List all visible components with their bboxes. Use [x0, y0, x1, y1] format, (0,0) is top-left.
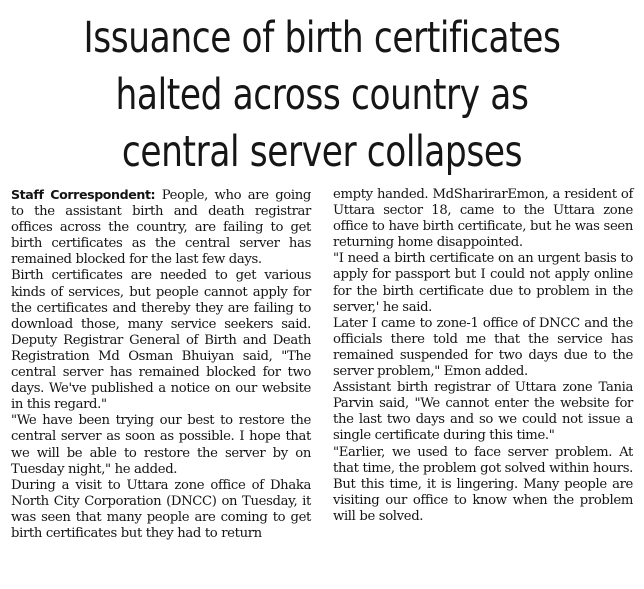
headline-line-1: Issuance of birth certificates [83, 13, 561, 63]
lead-text: People, who are going to the assistant birth and death registrar offices across the country, are failing to get birth certificates as the central server has remained blocked for the last few days. [11, 188, 311, 268]
headline [64, 10, 579, 181]
article-paragraph: Later I came to zone-1 office of DNCC and the officials there told me that the service has remained suspended for two days due to the server problem," Emon added. [333, 315, 633, 380]
headline-line-2: halted across country as [115, 70, 529, 120]
article-paragraph: "We have been trying our best to restore the central server as soon as possible. I hope that we will be able to restore the server by on Tuesday night," he added. [11, 413, 311, 477]
article-paragraph: Birth certificates are needed to get various kinds of services, but people cannot apply for the certificates and thereby they are failing to download those, many service seekers said. Deputy Registrar General of Birth and Death Registration Md Osman Bhuiyan said, "The central server has remained blocked for two days. We've published a notice on our website in this regard." [11, 268, 311, 413]
article-column-right [333, 187, 633, 582]
article-paragraph: "Earlier, we used to face server problem. At that time, the problem got solved within hours. But this time, it is lingering. Many people are visiting our office to know when the problem will be solved. [333, 444, 633, 524]
headline-line-3: central server collapses [121, 127, 523, 177]
article-paragraph: During a visit to Uttara zone office of Dhaka North City Corporation (DNCC) on Tuesday, it was seen that many people are coming to get birth certificates but they had to return [11, 477, 311, 541]
article-paragraph: empty handed. MdSharirarEmon, a resident of Uttara sector 18, came to the Uttara zone office to have birth certificate, but he was seen returning home disappointed. [333, 187, 633, 251]
article-paragraph: Assistant birth registrar of Uttara zone Tania Parvin said, "We cannot enter the website for the last two days and so we could not issue a single certificate during this time." [333, 380, 633, 444]
article-body [11, 187, 633, 582]
byline: Staff Correspondent: [11, 187, 156, 202]
article-paragraph: "I need a birth certificate on an urgent basis to apply for passport but I could not apply online for the birth certificate due to problem in the server,' he said. [333, 251, 633, 315]
article-column-left [11, 187, 311, 582]
article-paragraph [11, 187, 311, 268]
